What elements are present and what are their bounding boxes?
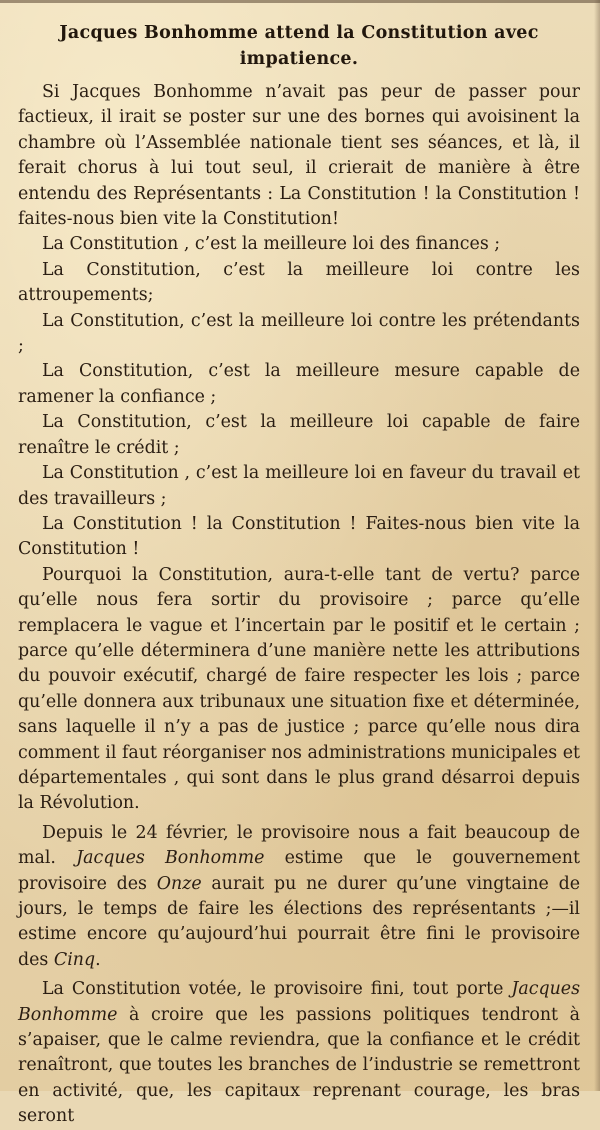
article-body (18, 80, 580, 1130)
paragraph-3: La Constitution, c’est la meilleure loi contre les attroupements; (18, 259, 580, 306)
paragraph-11-italic-1: Jacques Bonhomme (18, 979, 580, 1025)
paragraph-6: La Constitution, c’est la meilleure loi capable de faire renaître le crédit ; (18, 412, 580, 458)
article-headline: Jacques Bonhomme attend la Constitution avec impatience. (59, 23, 539, 69)
paragraph-10-italic-2: Onze (156, 873, 202, 894)
paragraph-4: La Constitution, c’est la meilleure loi contre les prétendants ; (18, 310, 580, 357)
paragraph-8: La Constitution ! la Constitution ! Faites-nous bien vite la Constitution ! (18, 513, 580, 560)
paragraph-5: La Constitution, c’est la meilleure mesure capable de ramener la confiance ; (18, 361, 580, 407)
paragraph-11-text-1: La Constitution votée, le provisoire fini, tout porte (42, 979, 512, 1000)
paragraph-7: La Constitution , c’est la meilleure loi en faveur du travail et des travailleurs ; (18, 463, 580, 509)
paragraph-10 (18, 821, 580, 973)
page-edge-shadow (594, 0, 600, 1091)
paragraph-2: La Constitution , c’est la meilleure loi des finances ; (42, 234, 501, 255)
paragraph-10-text-3: aurait pu ne durer qu’une vingtaine de jours, le temps de faire les élections des représentants ;—il estime encore qu’aujourd’hui pourrait être fini le provisoire des (18, 873, 580, 970)
paragraph-10-italic-3: Cinq (53, 949, 96, 970)
paragraph-10-text-2: estime que le gouvernement provisoire des (18, 848, 580, 894)
top-rule (0, 0, 600, 3)
paragraph-1: Si Jacques Bonhomme n’avait pas peur de passer pour factieux, il irait se poster sur une des bornes qui avoisinent la chambre où l’Assemblée nationale tient ses séances, et là, il ferait chorus à lui tout seul, il crierait de manière à être entendu des Représentants : La Constitution ! la Constitution ! faites-nous bien vite la Constitution! (18, 82, 580, 230)
paragraph-11 (18, 977, 580, 1129)
paragraph-9: Pourquoi la Constitution, aura-t-elle tant de vertu? parce qu’elle nous fera sortir du provisoire ; parce qu’elle remplacera le vague et l’incertain par le positif et le certain ; parce qu’elle déterminera d’une manière nette les attributions du pouvoir exécutif, chargé de faire respecter les lois ; parce qu’elle donnera aux tribunaux une situation fixe et déterminée, sans laquelle il n’y a pas de justice ; parce qu’elle nous dira comment il faut réorganiser nos administrations municipales et départementales , qui sont dans le plus grand désarroi depuis la Révolution. (18, 564, 580, 814)
paragraph-10-text-4: . (95, 949, 101, 970)
paragraph-10-text-1: Depuis le 24 février, le provisoire nous a fait beaucoup de mal. (18, 822, 580, 869)
paragraph-10-italic-1: Jacques Bonhomme (76, 848, 265, 869)
paragraph-11-text-2: à croire que les passions politiques tendront à s’apaiser, que le calme reviendra, que la confiance et le crédit renaîtront, que toutes les branches de l’industrie se remettront en activité, que, les capitaux reprenant courage, les bras seront (18, 1004, 580, 1127)
